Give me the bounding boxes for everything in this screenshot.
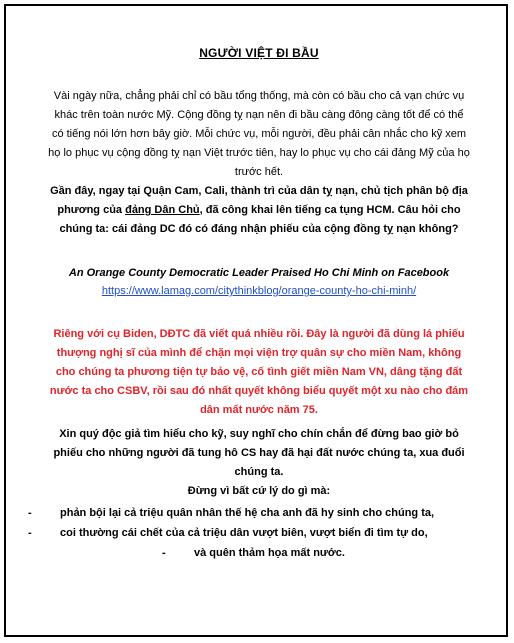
closing-line: chúng ta. <box>234 466 284 478</box>
red-line: dân mất nước năm 75. <box>200 404 318 416</box>
list-item-text: phản bội lại cả triệu quân nhân thế hệ cha anh đã hy sinh cho chúng ta, <box>60 507 435 519</box>
paragraph-line: chúng ta: cái đảng DC đó có đáng nhận phiếu của cộng đồng tỵ nạn không? <box>59 223 459 235</box>
democratic-party-underlined: đảng Dân Chủ <box>125 204 200 216</box>
biden-paragraph <box>28 325 490 420</box>
article-link[interactable]: https://www.lamag.com/citythinkblog/orange-county-ho-chi-minh/ <box>101 285 417 297</box>
intro-paragraph <box>28 87 490 182</box>
list-item <box>28 543 490 563</box>
intro-line: có tiếng nói lớn hơn bây giờ. Mỗi chức vụ, mỗi người, đều phải cân nhắc cho kỹ xem <box>51 128 467 140</box>
list-item <box>28 523 490 543</box>
list-item-text: và quên thảm họa mất nước. <box>194 547 345 559</box>
intro-line: Vài ngày nữa, chẳng phải chỉ có bầu tổng thống, mà còn có bầu cho cả vạn chức vụ <box>53 90 465 102</box>
page-title: NGƯỜI VIỆT ĐI BẦU <box>199 46 319 60</box>
paragraph-line: Gần đây, ngay tại Quận Cam, Cali, thành trì của dân tỵ nạn, chủ tịch phân bộ địa <box>50 185 468 197</box>
dash-bullet: - <box>28 507 32 519</box>
red-line: nước ta cho CSBV, rồi sau đó nhất quyết không biểu quyết một xu nào cho đám <box>49 385 469 397</box>
closing-line: Xin quý độc giả tìm hiểu cho kỹ, suy nghĩ cho chín chắn để đừng bao giờ bỏ <box>59 428 459 440</box>
closing-paragraph <box>28 425 490 501</box>
list-item <box>28 503 490 523</box>
reference-block <box>28 264 490 300</box>
intro-line: họ lo phục vụ cộng đồng tỵ nạn Việt trước tiên, hay lo phục vụ cho cái đảng Mỹ của họ <box>48 147 470 159</box>
red-line: thượng nghị sĩ của mình để chặn mọi viện trợ quân sự cho miền Nam, không <box>56 347 462 359</box>
paragraph-line <box>28 201 490 220</box>
list-item-text: coi thường cái chết của cả triệu dân vượt biên, vượt biển đi tìm tự do, <box>60 527 428 539</box>
dash-bullet: - <box>28 527 32 539</box>
red-line: Riêng với cụ Biden, DĐTC đã viết quá nhiều rồi. Đây là người đã dùng lá phiếu <box>53 328 465 340</box>
closing-line: phiếu cho những người đã tung hô CS hay đã hại đất nước chúng ta, xua đuổi <box>53 447 465 459</box>
democrat-paragraph <box>28 182 490 239</box>
document-page <box>4 4 508 637</box>
closing-line: Đừng vì bất cứ lý do gì mà: <box>187 485 331 497</box>
text-segment: phương của <box>57 204 126 216</box>
intro-line: trước hết. <box>234 166 284 178</box>
red-line: cho chúng ta phương tiện tự bảo vệ, cố tình giết miền Nam VN, dâng tặng đất <box>55 366 463 378</box>
reasons-list <box>28 503 490 563</box>
intro-line: khác trên toàn nước Mỹ. Cộng đồng tỵ nạn nên đi bầu càng đông càng tốt để có thể <box>54 109 464 121</box>
document-content <box>28 46 490 563</box>
article-title: An Orange County Democratic Leader Praised Ho Chi Minh on Facebook <box>68 267 450 279</box>
text-segment: , đã công khai lên tiếng ca tụng HCM. Câu hỏi cho <box>199 204 461 216</box>
dash-bullet: - <box>162 547 166 559</box>
